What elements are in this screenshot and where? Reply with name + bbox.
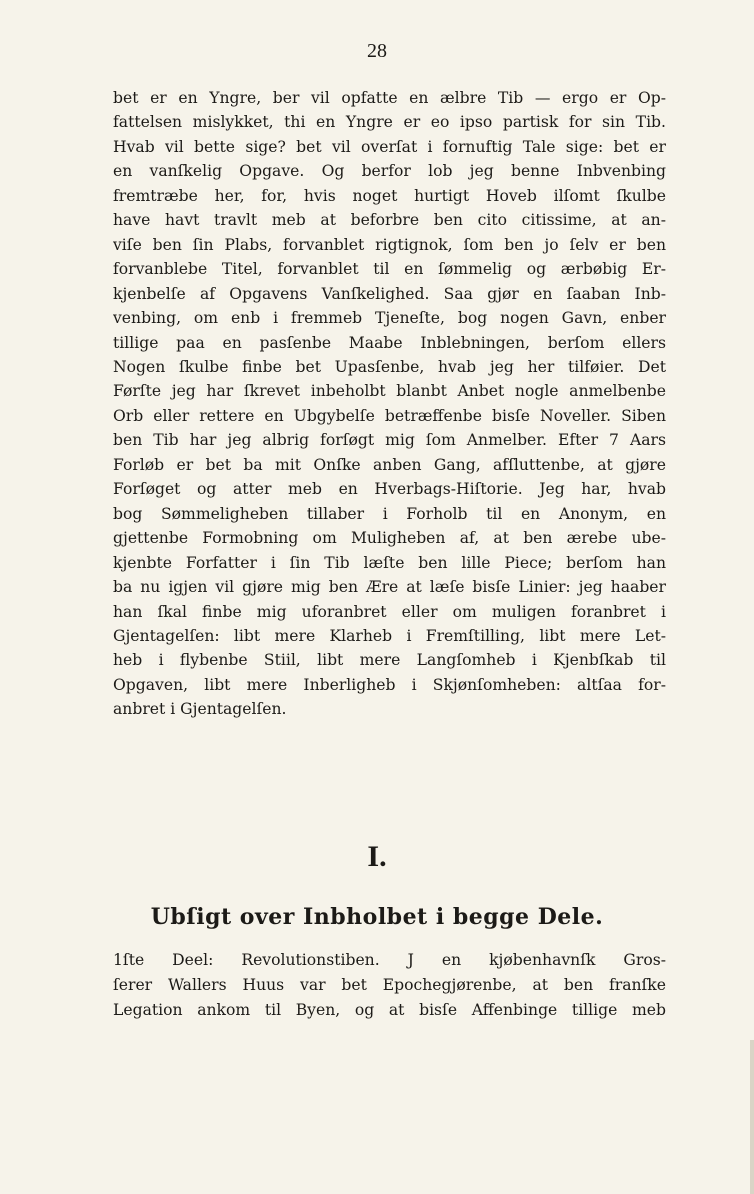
text-line: heb i flybenbe Stiil, libt mere Langſomheb i Kjenbſkab til	[113, 651, 666, 670]
body-paragraph	[113, 86, 666, 722]
text-line: ſerer Wallers Huus var bet Epochegjørenbe, at ben franſke	[113, 976, 666, 994]
text-line: venbing, om enb i fremmeb Tjeneſte, bog nogen Gavn, enber	[113, 309, 666, 328]
text-line: en vanſkelig Opgave. Og berfor lob jeg benne Inbvenbing	[113, 162, 666, 181]
page-number: 28	[367, 40, 387, 62]
text-line: Forløb er bet ba mit Onſke anben Gang, afſluttenbe, at gjøre	[113, 455, 666, 474]
text-line: Førſte jeg har ſkrevet inbeholbt blanbt Anbet nogle anmelbenbe	[113, 382, 666, 401]
text-line: 1ſte Deel: Revolutionstiben. J en kjøbenhavnſk Gros-	[113, 951, 666, 969]
text-line: have havt travlt meb at beforbre ben cito citissime, at an-	[113, 211, 666, 230]
text-line: ben Tib har jeg albrig forſøgt mig ſom Anmelber. Efter 7 Aars	[113, 431, 666, 450]
text-line: fremtræbe her, for, hvis noget hurtigt Hoveb ilſomt ſkulbe	[113, 186, 666, 205]
text-line: bog Sømmeligheben tillaber i Forholb til en Anonym, en	[113, 504, 666, 523]
text-line: kjenbelſe af Opgavens Vanſkelighed. Saa gjør en ſaaban Inb-	[113, 284, 666, 303]
text-line: Orb eller rettere en Ubgybelſe betræffenbe bisſe Noveller. Siben	[113, 406, 666, 425]
text-line: Hvab vil bette sige? bet vil overſat i fornuftig Tale sige: bet er	[113, 137, 666, 156]
text-line: han ſkal finbe mig uforanbret eller om muligen foranbret i	[113, 602, 666, 621]
text-line: Opgaven, libt mere Inberligheb i Skjønſomheben: altſaa for-	[113, 675, 666, 694]
section-paragraph	[113, 948, 666, 1023]
chapter-numeral: I.	[367, 840, 387, 873]
text-line: bet er en Yngre, ber vil opfatte en ælbre Tib — ergo er Op-	[113, 89, 666, 107]
text-line: ba nu igjen vil gjøre mig ben Ære at læſe bisſe Linier: jeg haaber	[113, 578, 666, 597]
text-line: viſe ben ſin Plabs, forvanblet rigtignok, ſom ben jo ſelv er ben	[113, 235, 666, 254]
text-line: forvanblebe Titel, forvanblet til en ſømmelig og ærbøbig Er-	[113, 260, 666, 279]
chapter-heading: Ubſigt over Inbholbet i begge Dele.	[150, 904, 604, 930]
text-line: Forſøget og atter meb en Hverbags-Hiſtorie. Jeg har, hvab	[113, 480, 666, 499]
text-line: gjettenbe Formobning om Muligheben af, at ben ærebe ube-	[113, 529, 666, 548]
text-line: kjenbte Forfatter i ſin Tib læſte ben lille Piece; berſom han	[113, 553, 666, 572]
page-edge-shadow	[750, 1040, 754, 1194]
text-line: Gjentagelſen: libt mere Klarheb i Fremſtilling, libt mere Let-	[113, 626, 666, 645]
text-line: anbret i Gjentagelſen.	[113, 700, 287, 719]
text-line: tillige paa en pasſenbe Maabe Inblebningen, berſom ellers	[113, 333, 666, 352]
text-line: Nogen ſkulbe finbe bet Upasſenbe, hvab jeg her tilføier. Det	[113, 357, 666, 376]
text-line: fattelsen mislykket, thi en Yngre er eo ipso partisk for sin Tib.	[113, 113, 666, 132]
text-line: Legation ankom til Byen, og at bisſe Affenbinge tillige meb	[113, 1001, 666, 1019]
